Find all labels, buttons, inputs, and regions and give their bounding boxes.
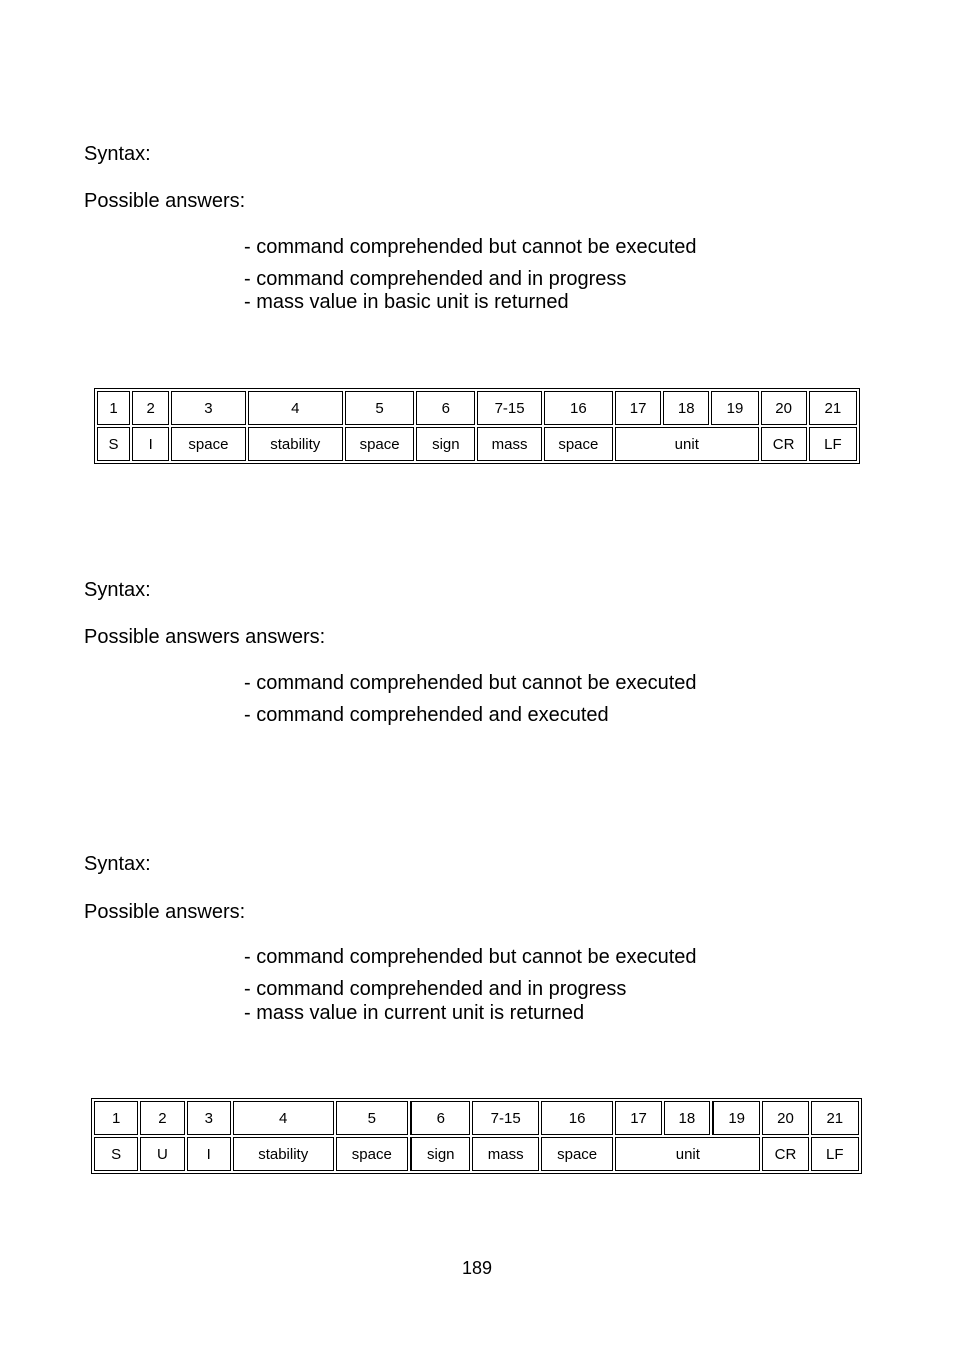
table-cell: mass: [477, 427, 541, 461]
table-cell: mass: [472, 1137, 538, 1171]
table-cell: S: [94, 1137, 138, 1171]
table-cell: stability: [248, 427, 343, 461]
table-cell: CR: [762, 1137, 808, 1171]
table-cell: 17: [615, 1101, 661, 1135]
table-cell: 20: [762, 1101, 808, 1135]
table-cell: sign: [416, 427, 475, 461]
table-cell: 7-15: [477, 391, 541, 425]
table-cell: LF: [811, 1137, 859, 1171]
table-cell: 2: [132, 391, 169, 425]
possible-answers-label-2: Possible answers answers:: [84, 626, 326, 648]
table-cell: 4: [233, 1101, 334, 1135]
table-cell: 20: [761, 391, 807, 425]
table-cell: 18: [664, 1101, 710, 1135]
table-cell: 16: [544, 391, 613, 425]
table-cell: 7-15: [472, 1101, 538, 1135]
table-cell: space: [171, 427, 245, 461]
table-header-row: [94, 1101, 859, 1135]
table-cell: 21: [809, 391, 857, 425]
answer-line: - command comprehended but cannot be executed: [244, 236, 697, 258]
table-cell: 5: [345, 391, 414, 425]
table-cell: 17: [615, 391, 661, 425]
table-cell: 19: [712, 1101, 760, 1135]
table-cell: 4: [248, 391, 343, 425]
table-cell: space: [336, 1137, 408, 1171]
table-cell: S: [97, 427, 130, 461]
table-cell: 3: [187, 1101, 231, 1135]
table-cell: 19: [711, 391, 758, 425]
answer-line: - command comprehended but cannot be executed: [244, 946, 697, 968]
syntax-label-2: Syntax:: [84, 579, 151, 601]
table-header-row: [97, 391, 857, 425]
answer-line: - mass value in current unit is returned: [244, 1002, 585, 1024]
page-number: 189: [461, 1258, 493, 1278]
syntax-label-3: Syntax:: [84, 853, 151, 875]
table-cell: space: [345, 427, 414, 461]
table-cell: space: [544, 427, 613, 461]
table-cell: unit: [615, 1137, 760, 1171]
table-row: [94, 1137, 859, 1171]
table-cell: I: [187, 1137, 231, 1171]
response-format-table-1: [94, 388, 860, 464]
table-row: [97, 427, 857, 461]
table-cell: LF: [809, 427, 857, 461]
table-cell: unit: [615, 427, 759, 461]
table-cell: sign: [410, 1137, 470, 1171]
table-cell: 2: [140, 1101, 184, 1135]
answer-line: - command comprehended and in progress: [244, 268, 627, 290]
answer-line: - command comprehended but cannot be executed: [244, 672, 697, 694]
table-cell: U: [140, 1137, 184, 1171]
table-cell: 3: [171, 391, 245, 425]
possible-answers-label-3: Possible answers:: [84, 901, 246, 923]
table-cell: 6: [416, 391, 475, 425]
table-cell: 21: [811, 1101, 859, 1135]
table-cell: 16: [541, 1101, 613, 1135]
answer-line: - mass value in basic unit is returned: [244, 291, 569, 313]
table-cell: space: [541, 1137, 613, 1171]
table-cell: CR: [761, 427, 807, 461]
table-cell: 5: [336, 1101, 408, 1135]
table-cell: 6: [410, 1101, 470, 1135]
table-cell: stability: [233, 1137, 334, 1171]
answer-line: - command comprehended and in progress: [244, 978, 627, 1000]
syntax-label-1: Syntax:: [84, 143, 151, 165]
response-format-table-2: [91, 1098, 862, 1174]
table-cell: 1: [94, 1101, 138, 1135]
table-cell: 1: [97, 391, 130, 425]
possible-answers-label-1: Possible answers:: [84, 190, 246, 212]
table-cell: 18: [663, 391, 709, 425]
answer-line: - command comprehended and executed: [244, 704, 609, 726]
table-cell: I: [132, 427, 169, 461]
